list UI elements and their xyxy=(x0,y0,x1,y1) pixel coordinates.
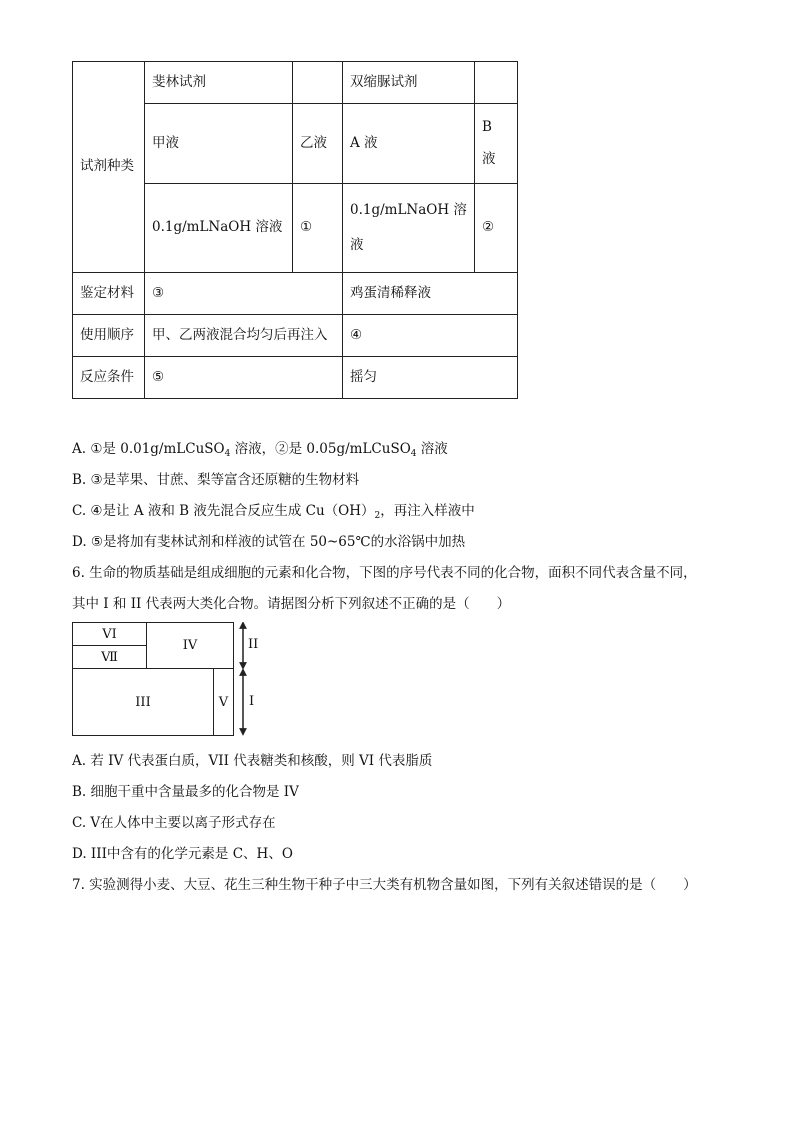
table-cell: ② xyxy=(475,184,518,273)
table-cell xyxy=(475,62,518,104)
reagent-table xyxy=(72,61,518,399)
table-cell: 使用顺序 xyxy=(73,315,145,357)
q5-option-c-text: C. ④是让 A 液和 B 液先混合反应生成 Cu（OH） xyxy=(72,503,375,519)
q6-option-b: B. 细胞干重中含量最多的化合物是 IV xyxy=(72,784,299,800)
table-cell: 0.1g/mLNaOH 溶液 xyxy=(145,184,293,273)
q6-option-d: D. III中含有的化学元素是 C、H、O xyxy=(72,846,293,862)
q5-option-a-text: A. ①是 0.01g/mLCuSO xyxy=(72,441,225,457)
q5-option-a-text: 溶液 xyxy=(416,441,448,457)
table-cell-line: 0.1g/mLNaOH 溶 xyxy=(350,201,467,218)
table-cell: 双缩脲试剂 xyxy=(343,62,475,104)
q5-option-a xyxy=(72,437,448,459)
q5-option-c-text: ，再注入样液中 xyxy=(380,503,475,519)
region-v: V xyxy=(213,668,234,736)
table-cell xyxy=(293,62,343,104)
table-cell: 鸡蛋清稀释液 xyxy=(343,273,518,315)
table-cell xyxy=(475,104,518,184)
table-row xyxy=(73,315,518,357)
table-row xyxy=(73,62,518,104)
table-cell: 甲液 xyxy=(145,104,293,184)
subscript: 4 xyxy=(410,449,417,459)
table-cell: 反应条件 xyxy=(73,357,145,399)
q5-option-a-text: 溶液，②是 0.05g/mLCuSO xyxy=(230,441,411,457)
subscript: 4 xyxy=(224,449,231,459)
table-cell-line: 液 xyxy=(482,150,496,167)
table-cell: 斐林试剂 xyxy=(145,62,293,104)
table-cell: ⑤ xyxy=(145,357,343,399)
q6-stem-line2: 其中 I 和 II 代表两大类化合物。请据图分析下列叙述不正确的是（ ） xyxy=(72,596,511,612)
region-iv: IV xyxy=(146,622,234,669)
region-vii: Ⅶ xyxy=(72,645,147,669)
compound-diagram xyxy=(72,622,272,736)
table-cell: 鉴定材料 xyxy=(73,273,145,315)
table-row xyxy=(73,357,518,399)
q5-option-d: D. ⑤是将加有斐林试剂和样液的试管在 50~65℃的水浴锅中加热 xyxy=(72,534,466,550)
q7-stem: 7. 实验测得小麦、大豆、花生三种生物干种子中三大类有机物含量如图，下列有关叙述错误的是（ ） xyxy=(72,877,697,893)
label-i: I xyxy=(249,694,255,709)
table-cell: ① xyxy=(293,184,343,273)
table-cell: 试剂种类 xyxy=(73,62,145,273)
table-cell xyxy=(343,184,475,273)
q5-option-c xyxy=(72,499,475,521)
table-cell: 甲、乙两液混合均匀后再注入 xyxy=(145,315,343,357)
label-ii: II xyxy=(248,637,259,652)
subscript: 2 xyxy=(374,511,381,521)
table-cell: 乙液 xyxy=(293,104,343,184)
table-row xyxy=(73,273,518,315)
table-cell-line: 液 xyxy=(350,237,364,253)
q5-option-b: B. ③是苹果、甘蔗、梨等富含还原糖的生物材料 xyxy=(72,472,360,488)
q6-option-c: C. V在人体中主要以离子形式存在 xyxy=(72,815,276,831)
q6-stem-line1: 6. 生命的物质基础是组成细胞的元素和化合物，下图的序号代表不同的化合物，面积不同代表含量不同， xyxy=(72,565,697,581)
q6-option-a: A. 若 IV 代表蛋白质，VII 代表糖类和核酸，则 VI 代表脂质 xyxy=(72,753,433,769)
table-cell: ③ xyxy=(145,273,343,315)
table-cell: A 液 xyxy=(343,104,475,184)
table-cell-line: B xyxy=(482,119,492,136)
region-vi: VI xyxy=(72,622,147,646)
table-cell: ④ xyxy=(343,315,518,357)
region-iii: III xyxy=(72,668,214,736)
table-cell: 摇匀 xyxy=(343,357,518,399)
